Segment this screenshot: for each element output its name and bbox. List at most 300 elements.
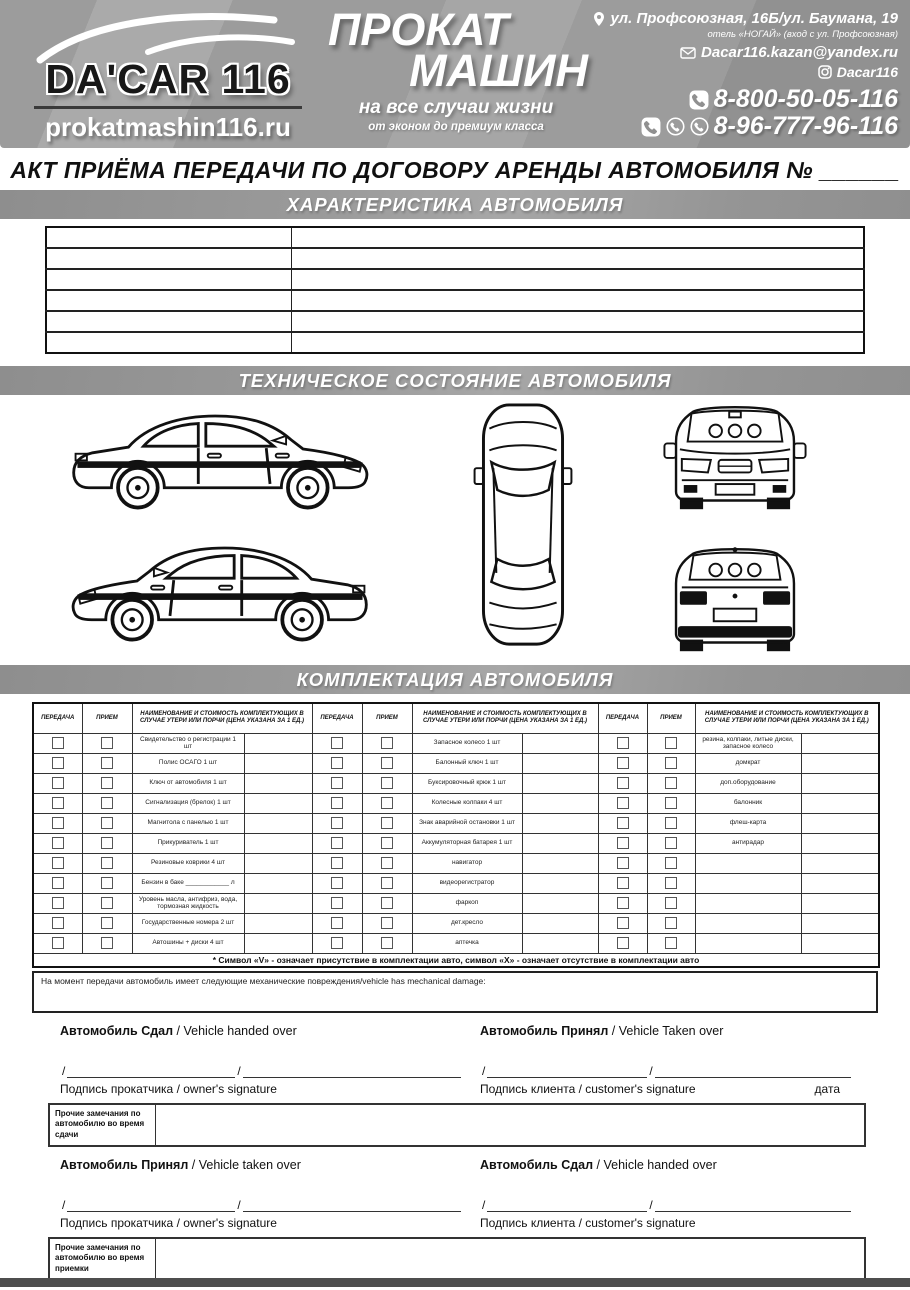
equipment-receive-cell xyxy=(362,913,412,933)
equipment-row xyxy=(33,833,879,853)
header-handover: ПЕРЕДАЧА xyxy=(598,703,647,733)
handover-checkbox[interactable] xyxy=(331,877,343,889)
characteristics-row xyxy=(46,311,864,332)
equipment-table xyxy=(32,702,880,968)
instagram-icon xyxy=(818,65,832,79)
equipment-item-name: Государственные номера 2 шт xyxy=(132,913,244,933)
equipment-item-name xyxy=(695,933,801,953)
receive-checkbox[interactable] xyxy=(665,797,677,809)
receive-checkbox[interactable] xyxy=(381,837,393,849)
equipment-handover-cell xyxy=(33,773,82,793)
owner-signature-caption: Подпись прокатчика / owner's signature xyxy=(60,1082,277,1096)
equipment-item-name: флеш-карта xyxy=(695,813,801,833)
receive-checkbox[interactable] xyxy=(665,857,677,869)
equipment-item-name: Сигнализация (брелок) 1 шт xyxy=(132,793,244,813)
remarks-input-area[interactable] xyxy=(156,1239,864,1279)
handover-checkbox[interactable] xyxy=(617,777,629,789)
equipment-row xyxy=(33,733,879,753)
equipment-handover-cell xyxy=(312,773,362,793)
characteristics-value-cell[interactable] xyxy=(291,248,864,269)
customer-signature-lines: / / xyxy=(480,1198,866,1212)
receive-checkbox[interactable] xyxy=(101,737,113,749)
handover-checkbox[interactable] xyxy=(52,857,64,869)
equipment-item-price-cell[interactable] xyxy=(244,733,312,753)
damage-note-text: На момент передачи автомобиль имеет следующие механические повреждения/vehicle has mechanical damage: xyxy=(41,976,486,986)
equipment-footnote-row xyxy=(33,953,879,967)
front-rear-diagrams xyxy=(660,399,810,657)
equipment-item-price-cell[interactable] xyxy=(801,893,879,913)
slogan-line1: ПРОКАТ xyxy=(328,4,509,55)
document-title: АКТ ПРИЁМА ПЕРЕДАЧИ ПО ДОГОВОРУ АРЕНДЫ АВТОМОБИЛЯ № ______ xyxy=(10,157,900,183)
handover-checkbox[interactable] xyxy=(52,837,64,849)
handover-checkbox[interactable] xyxy=(617,917,629,929)
equipment-handover-cell xyxy=(598,933,647,953)
equipment-handover-cell xyxy=(312,913,362,933)
equipment-item-price-cell[interactable] xyxy=(801,773,879,793)
equipment-receive-cell xyxy=(647,913,695,933)
receive-checkbox[interactable] xyxy=(381,877,393,889)
equipment-handover-cell xyxy=(33,733,82,753)
characteristics-row xyxy=(46,269,864,290)
characteristics-row xyxy=(46,227,864,248)
equipment-handover-cell xyxy=(33,873,82,893)
receive-checkbox[interactable] xyxy=(381,757,393,769)
receive-checkbox[interactable] xyxy=(101,817,113,829)
vehicle-diagrams xyxy=(0,397,910,655)
receive-checkbox[interactable] xyxy=(665,737,677,749)
equipment-item-price-cell[interactable] xyxy=(801,753,879,773)
equipment-item-price-cell[interactable] xyxy=(801,933,879,953)
remarks-label: Прочие замечания по автомобилю во время приемки xyxy=(50,1239,156,1279)
receive-checkbox[interactable] xyxy=(101,857,113,869)
equipment-item-name xyxy=(695,893,801,913)
equipment-receive-cell xyxy=(362,873,412,893)
footer-bar xyxy=(0,1278,910,1287)
company-logo xyxy=(20,8,316,143)
characteristics-label-cell[interactable] xyxy=(46,248,291,269)
equipment-handover-cell xyxy=(598,753,647,773)
header-handover: ПЕРЕДАЧА xyxy=(312,703,362,733)
equipment-row xyxy=(33,913,879,933)
handover-checkbox[interactable] xyxy=(331,917,343,929)
email-icon xyxy=(680,47,696,59)
equipment-handover-cell xyxy=(33,853,82,873)
equipment-item-price-cell[interactable] xyxy=(244,793,312,813)
characteristics-table xyxy=(45,226,865,354)
handover-checkbox[interactable] xyxy=(331,777,343,789)
receive-checkbox[interactable] xyxy=(101,937,113,949)
equipment-receive-cell xyxy=(362,893,412,913)
equipment-item-name: Ключ от автомобиля 1 шт xyxy=(132,773,244,793)
receive-checkbox[interactable] xyxy=(101,797,113,809)
equipment-handover-cell xyxy=(33,893,82,913)
equipment-handover-cell xyxy=(598,913,647,933)
equipment-row xyxy=(33,933,879,953)
equipment-row xyxy=(33,753,879,773)
handover-left-title: Автомобиль Сдал / Vehicle handed over xyxy=(60,1024,297,1038)
equipment-receive-cell xyxy=(82,813,132,833)
equipment-handover-cell xyxy=(312,813,362,833)
handover-checkbox[interactable] xyxy=(617,857,629,869)
equipment-receive-cell xyxy=(82,753,132,773)
equipment-item-price-cell[interactable] xyxy=(522,893,598,913)
equipment-handover-cell xyxy=(598,893,647,913)
equipment-item-price-cell[interactable] xyxy=(244,853,312,873)
slogan-sub2: от эконом до премиум класса xyxy=(368,121,544,133)
equipment-receive-cell xyxy=(362,833,412,853)
handover-checkbox[interactable] xyxy=(52,877,64,889)
phone-mobile-text: 8-96-777-96-116 xyxy=(713,112,898,140)
equipment-handover-cell xyxy=(598,773,647,793)
receive-checkbox[interactable] xyxy=(665,777,677,789)
equipment-receive-cell xyxy=(82,893,132,913)
equipment-receive-cell xyxy=(362,933,412,953)
side-view-diagrams xyxy=(55,399,385,649)
equipment-handover-cell xyxy=(312,733,362,753)
receive-checkbox[interactable] xyxy=(381,797,393,809)
equipment-receive-cell xyxy=(82,873,132,893)
equipment-item-price-cell[interactable] xyxy=(522,753,598,773)
phone-icon xyxy=(641,117,661,137)
handover-checkbox[interactable] xyxy=(52,937,64,949)
equipment-receive-cell xyxy=(82,933,132,953)
equipment-item-price-cell[interactable] xyxy=(522,853,598,873)
characteristics-value-cell[interactable] xyxy=(291,269,864,290)
equipment-item-name: фаркоп xyxy=(412,893,522,913)
equipment-row xyxy=(33,813,879,833)
characteristics-row xyxy=(46,248,864,269)
slogan-line2: МАШИН xyxy=(409,45,588,96)
customer-signature-caption: Подпись клиента / customer's signature xyxy=(480,1082,696,1096)
receive-checkbox[interactable] xyxy=(381,857,393,869)
receive-checkbox[interactable] xyxy=(665,897,677,909)
equipment-handover-cell xyxy=(33,833,82,853)
date-label: дата xyxy=(814,1082,840,1096)
equipment-receive-cell xyxy=(82,853,132,873)
equipment-handover-cell xyxy=(312,853,362,873)
car-rear-view xyxy=(660,541,810,657)
equipment-handover-cell xyxy=(33,913,82,933)
receive-checkbox[interactable] xyxy=(101,917,113,929)
owner-name-field[interactable] xyxy=(67,1066,235,1078)
receive-checkbox[interactable] xyxy=(381,817,393,829)
customer-signature-field[interactable] xyxy=(655,1200,851,1212)
signature-block-handover xyxy=(48,1024,866,1147)
header-name: НАИМЕНОВАНИЕ И СТОИМОСТЬ КОМПЛЕКТУЮЩИХ В СЛУЧАЕ УТЕРИ ИЛИ ПОРЧИ (ЦЕНА УКАЗАНА ЗА 1 ЕД.) xyxy=(132,703,312,733)
owner-signature-lines: / / xyxy=(60,1064,468,1078)
handover-checkbox[interactable] xyxy=(617,937,629,949)
equipment-receive-cell xyxy=(82,773,132,793)
handover-checkbox[interactable] xyxy=(331,897,343,909)
equipment-item-price-cell[interactable] xyxy=(801,833,879,853)
handover-checkbox[interactable] xyxy=(331,837,343,849)
equipment-handover-cell xyxy=(312,873,362,893)
equipment-item-price-cell[interactable] xyxy=(522,793,598,813)
remarks-box-return xyxy=(48,1237,866,1281)
equipment-receive-cell xyxy=(647,853,695,873)
damage-notes-box[interactable] xyxy=(32,971,878,1013)
customer-signature-lines: / / xyxy=(480,1064,866,1078)
equipment-footnote: * Символ «V» - означает присутствие в комплектации авто, символ «Х» - означает отсутствие в комплектации авто xyxy=(33,953,879,967)
equipment-receive-cell xyxy=(362,793,412,813)
equipment-item-name xyxy=(695,913,801,933)
handover-checkbox[interactable] xyxy=(617,877,629,889)
remarks-label: Прочие замечания по автомобилю во время сдачи xyxy=(50,1105,156,1145)
equipment-item-name: резина, колпаки, литые диски, запасное колесо xyxy=(695,733,801,753)
contacts-block xyxy=(593,10,898,140)
slogan-block xyxy=(322,6,590,133)
receive-checkbox[interactable] xyxy=(381,917,393,929)
section-equipment: КОМПЛЕКТАЦИЯ АВТОМОБИЛЯ xyxy=(0,665,910,694)
customer-name-field[interactable] xyxy=(487,1200,647,1212)
equipment-handover-cell xyxy=(33,793,82,813)
equipment-item-price-cell[interactable] xyxy=(801,793,879,813)
car-side-view-left-facing xyxy=(55,531,385,649)
remarks-box-handover xyxy=(48,1103,866,1147)
equipment-receive-cell xyxy=(82,793,132,813)
handover-checkbox[interactable] xyxy=(52,817,64,829)
phone-main-text: 8-800-50-05-116 xyxy=(713,85,898,113)
equipment-handover-cell xyxy=(312,753,362,773)
handover-checkbox[interactable] xyxy=(52,797,64,809)
owner-signature-field[interactable] xyxy=(243,1066,461,1078)
equipment-item-price-cell[interactable] xyxy=(244,893,312,913)
receive-checkbox[interactable] xyxy=(101,897,113,909)
equipment-item-price-cell[interactable] xyxy=(522,873,598,893)
equipment-receive-cell xyxy=(647,813,695,833)
return-left-title: Автомобиль Принял / Vehicle taken over xyxy=(60,1158,301,1172)
equipment-item-price-cell[interactable] xyxy=(244,913,312,933)
equipment-item-price-cell[interactable] xyxy=(801,733,879,753)
handover-checkbox[interactable] xyxy=(331,737,343,749)
viber-icon xyxy=(666,117,685,136)
handover-checkbox[interactable] xyxy=(617,837,629,849)
characteristics-label-cell[interactable] xyxy=(46,332,291,353)
handover-checkbox[interactable] xyxy=(52,777,64,789)
characteristics-label-cell[interactable] xyxy=(46,290,291,311)
handover-checkbox[interactable] xyxy=(331,797,343,809)
equipment-item-price-cell[interactable] xyxy=(801,853,879,873)
customer-signature-field[interactable] xyxy=(655,1066,851,1078)
equipment-handover-cell xyxy=(33,933,82,953)
section-technical: ТЕХНИЧЕСКОЕ СОСТОЯНИЕ АВТОМОБИЛЯ xyxy=(0,366,910,395)
equipment-row xyxy=(33,893,879,913)
header-receive: ПРИЕМ xyxy=(647,703,695,733)
equipment-receive-cell xyxy=(362,773,412,793)
equipment-item-name: Автошины + диски 4 шт xyxy=(132,933,244,953)
equipment-handover-cell xyxy=(33,753,82,773)
equipment-item-name: Аккумуляторная батарея 1 шт xyxy=(412,833,522,853)
receive-checkbox[interactable] xyxy=(665,917,677,929)
handover-checkbox[interactable] xyxy=(617,817,629,829)
equipment-item-price-cell[interactable] xyxy=(801,913,879,933)
remarks-input-area[interactable] xyxy=(156,1105,864,1145)
equipment-receive-cell xyxy=(647,733,695,753)
equipment-item-price-cell[interactable] xyxy=(244,813,312,833)
receive-checkbox[interactable] xyxy=(381,777,393,789)
handover-checkbox[interactable] xyxy=(331,857,343,869)
equipment-item-name: Знак аварийной остановки 1 шт xyxy=(412,813,522,833)
owner-signature-field[interactable] xyxy=(243,1200,461,1212)
phone-icon xyxy=(689,90,709,110)
equipment-receive-cell xyxy=(82,733,132,753)
handover-checkbox[interactable] xyxy=(331,817,343,829)
equipment-item-name: антирадар xyxy=(695,833,801,853)
equipment-item-name: видеорегистратор xyxy=(412,873,522,893)
equipment-item-price-cell[interactable] xyxy=(244,773,312,793)
owner-name-field[interactable] xyxy=(67,1200,235,1212)
equipment-item-price-cell[interactable] xyxy=(801,873,879,893)
owner-signature-lines: / / xyxy=(60,1198,468,1212)
location-pin-icon xyxy=(593,11,605,27)
equipment-item-price-cell[interactable] xyxy=(244,933,312,953)
equipment-item-name: аптечка xyxy=(412,933,522,953)
equipment-item-name: Буксировочный крюк 1 шт xyxy=(412,773,522,793)
equipment-item-name: Уровень масла, антифриз, вода, тормозная жидкость xyxy=(132,893,244,913)
equipment-item-name: Запасное колесо 1 шт xyxy=(412,733,522,753)
car-front-view xyxy=(660,399,810,515)
brand-name: DA'CAR 116 xyxy=(45,56,291,102)
equipment-handover-cell xyxy=(598,873,647,893)
signature-block-return xyxy=(48,1158,866,1281)
customer-name-field[interactable] xyxy=(487,1066,647,1078)
header-receive: ПРИЕМ xyxy=(362,703,412,733)
equipment-receive-cell xyxy=(647,773,695,793)
header-handover: ПЕРЕДАЧА xyxy=(33,703,82,733)
equipment-receive-cell xyxy=(647,933,695,953)
return-right-title: Автомобиль Сдал / Vehicle handed over xyxy=(480,1158,717,1172)
slogan-sub1: на все случаи жизни xyxy=(358,97,554,118)
equipment-item-price-cell[interactable] xyxy=(522,933,598,953)
equipment-receive-cell xyxy=(82,913,132,933)
equipment-item-name: Магнитола с панелью 1 шт xyxy=(132,813,244,833)
equipment-item-name: навигатор xyxy=(412,853,522,873)
owner-signature-caption: Подпись прокатчика / owner's signature xyxy=(60,1216,277,1230)
instagram-handle: Dacar116 xyxy=(836,64,898,80)
equipment-item-price-cell[interactable] xyxy=(522,833,598,853)
header-name: НАИМЕНОВАНИЕ И СТОИМОСТЬ КОМПЛЕКТУЮЩИХ В СЛУЧАЕ УТЕРИ ИЛИ ПОРЧИ (ЦЕНА УКАЗАНА ЗА 1 ЕД.) xyxy=(695,703,879,733)
equipment-handover-cell xyxy=(33,813,82,833)
header-receive: ПРИЕМ xyxy=(82,703,132,733)
characteristics-value-cell[interactable] xyxy=(291,332,864,353)
car-side-view-right-facing xyxy=(55,399,385,517)
characteristics-label-cell[interactable] xyxy=(46,311,291,332)
receive-checkbox[interactable] xyxy=(101,837,113,849)
equipment-item-name: доп.оборудование xyxy=(695,773,801,793)
characteristics-label-cell[interactable] xyxy=(46,269,291,290)
equipment-receive-cell xyxy=(362,753,412,773)
address-note: отель «НОГАЙ» (вход с ул. Профсоюзная) xyxy=(707,29,898,40)
equipment-item-price-cell[interactable] xyxy=(244,873,312,893)
whatsapp-icon xyxy=(690,117,709,136)
handover-checkbox[interactable] xyxy=(617,737,629,749)
equipment-header-row xyxy=(33,703,879,733)
characteristics-value-cell[interactable] xyxy=(291,311,864,332)
equipment-item-price-cell[interactable] xyxy=(244,833,312,853)
equipment-item-name: Колесные колпаки 4 шт xyxy=(412,793,522,813)
receive-checkbox[interactable] xyxy=(101,757,113,769)
receive-checkbox[interactable] xyxy=(381,937,393,949)
equipment-receive-cell xyxy=(362,853,412,873)
car-top-view xyxy=(471,399,575,651)
equipment-handover-cell xyxy=(598,833,647,853)
characteristics-label-cell[interactable] xyxy=(46,227,291,248)
equipment-receive-cell xyxy=(647,893,695,913)
equipment-item-name: дет.кресло xyxy=(412,913,522,933)
equipment-item-price-cell[interactable] xyxy=(522,813,598,833)
section-characteristics: ХАРАКТЕРИСТИКА АВТОМОБИЛЯ xyxy=(0,190,910,219)
receive-checkbox[interactable] xyxy=(665,757,677,769)
equipment-handover-cell xyxy=(312,893,362,913)
equipment-item-name: балонник xyxy=(695,793,801,813)
handover-checkbox[interactable] xyxy=(331,937,343,949)
receive-checkbox[interactable] xyxy=(665,937,677,949)
equipment-item-name: Свидетельство о регистрации 1 шт xyxy=(132,733,244,753)
characteristics-value-cell[interactable] xyxy=(291,227,864,248)
receive-checkbox[interactable] xyxy=(665,837,677,849)
equipment-handover-cell xyxy=(312,793,362,813)
handover-checkbox[interactable] xyxy=(617,897,629,909)
characteristics-value-cell[interactable] xyxy=(291,290,864,311)
handover-checkbox[interactable] xyxy=(52,757,64,769)
equipment-row xyxy=(33,853,879,873)
receive-checkbox[interactable] xyxy=(381,737,393,749)
website-url: prokatmashin116.ru xyxy=(45,112,291,142)
equipment-item-price-cell[interactable] xyxy=(801,813,879,833)
equipment-item-name: Резиновые коврики 4 шт xyxy=(132,853,244,873)
receive-checkbox[interactable] xyxy=(101,877,113,889)
equipment-receive-cell xyxy=(647,873,695,893)
equipment-receive-cell xyxy=(647,833,695,853)
equipment-receive-cell xyxy=(362,733,412,753)
equipment-receive-cell xyxy=(362,813,412,833)
email-text: Dacar116.kazan@yandex.ru xyxy=(701,44,898,61)
equipment-item-price-cell[interactable] xyxy=(522,913,598,933)
handover-checkbox[interactable] xyxy=(52,897,64,909)
customer-signature-caption: Подпись клиента / customer's signature xyxy=(480,1216,696,1230)
equipment-row xyxy=(33,793,879,813)
handover-checkbox[interactable] xyxy=(617,797,629,809)
equipment-item-price-cell[interactable] xyxy=(244,753,312,773)
handover-checkbox[interactable] xyxy=(52,737,64,749)
address-text: ул. Профсоюзная, 16Б/ул. Баумана, 19 xyxy=(610,10,898,27)
handover-checkbox[interactable] xyxy=(331,757,343,769)
receive-checkbox[interactable] xyxy=(101,777,113,789)
equipment-item-name: Полис ОСАГО 1 шт xyxy=(132,753,244,773)
receive-checkbox[interactable] xyxy=(665,817,677,829)
equipment-receive-cell xyxy=(647,753,695,773)
handover-checkbox[interactable] xyxy=(52,917,64,929)
characteristics-row xyxy=(46,290,864,311)
equipment-item-name: Бензин в баке ____________ л xyxy=(132,873,244,893)
equipment-item-name xyxy=(695,873,801,893)
equipment-item-price-cell[interactable] xyxy=(522,773,598,793)
equipment-row xyxy=(33,873,879,893)
equipment-receive-cell xyxy=(647,793,695,813)
receive-checkbox[interactable] xyxy=(665,877,677,889)
receive-checkbox[interactable] xyxy=(381,897,393,909)
equipment-handover-cell xyxy=(598,793,647,813)
header-name: НАИМЕНОВАНИЕ И СТОИМОСТЬ КОМПЛЕКТУЮЩИХ В СЛУЧАЕ УТЕРИ ИЛИ ПОРЧИ (ЦЕНА УКАЗАНА ЗА 1 ЕД.) xyxy=(412,703,598,733)
equipment-handover-cell xyxy=(598,853,647,873)
handover-right-title: Автомобиль Принял / Vehicle Taken over xyxy=(480,1024,724,1038)
equipment-handover-cell xyxy=(598,733,647,753)
handover-checkbox[interactable] xyxy=(617,757,629,769)
logo-divider xyxy=(34,106,302,109)
equipment-item-price-cell[interactable] xyxy=(522,733,598,753)
equipment-row xyxy=(33,773,879,793)
equipment-handover-cell xyxy=(312,933,362,953)
